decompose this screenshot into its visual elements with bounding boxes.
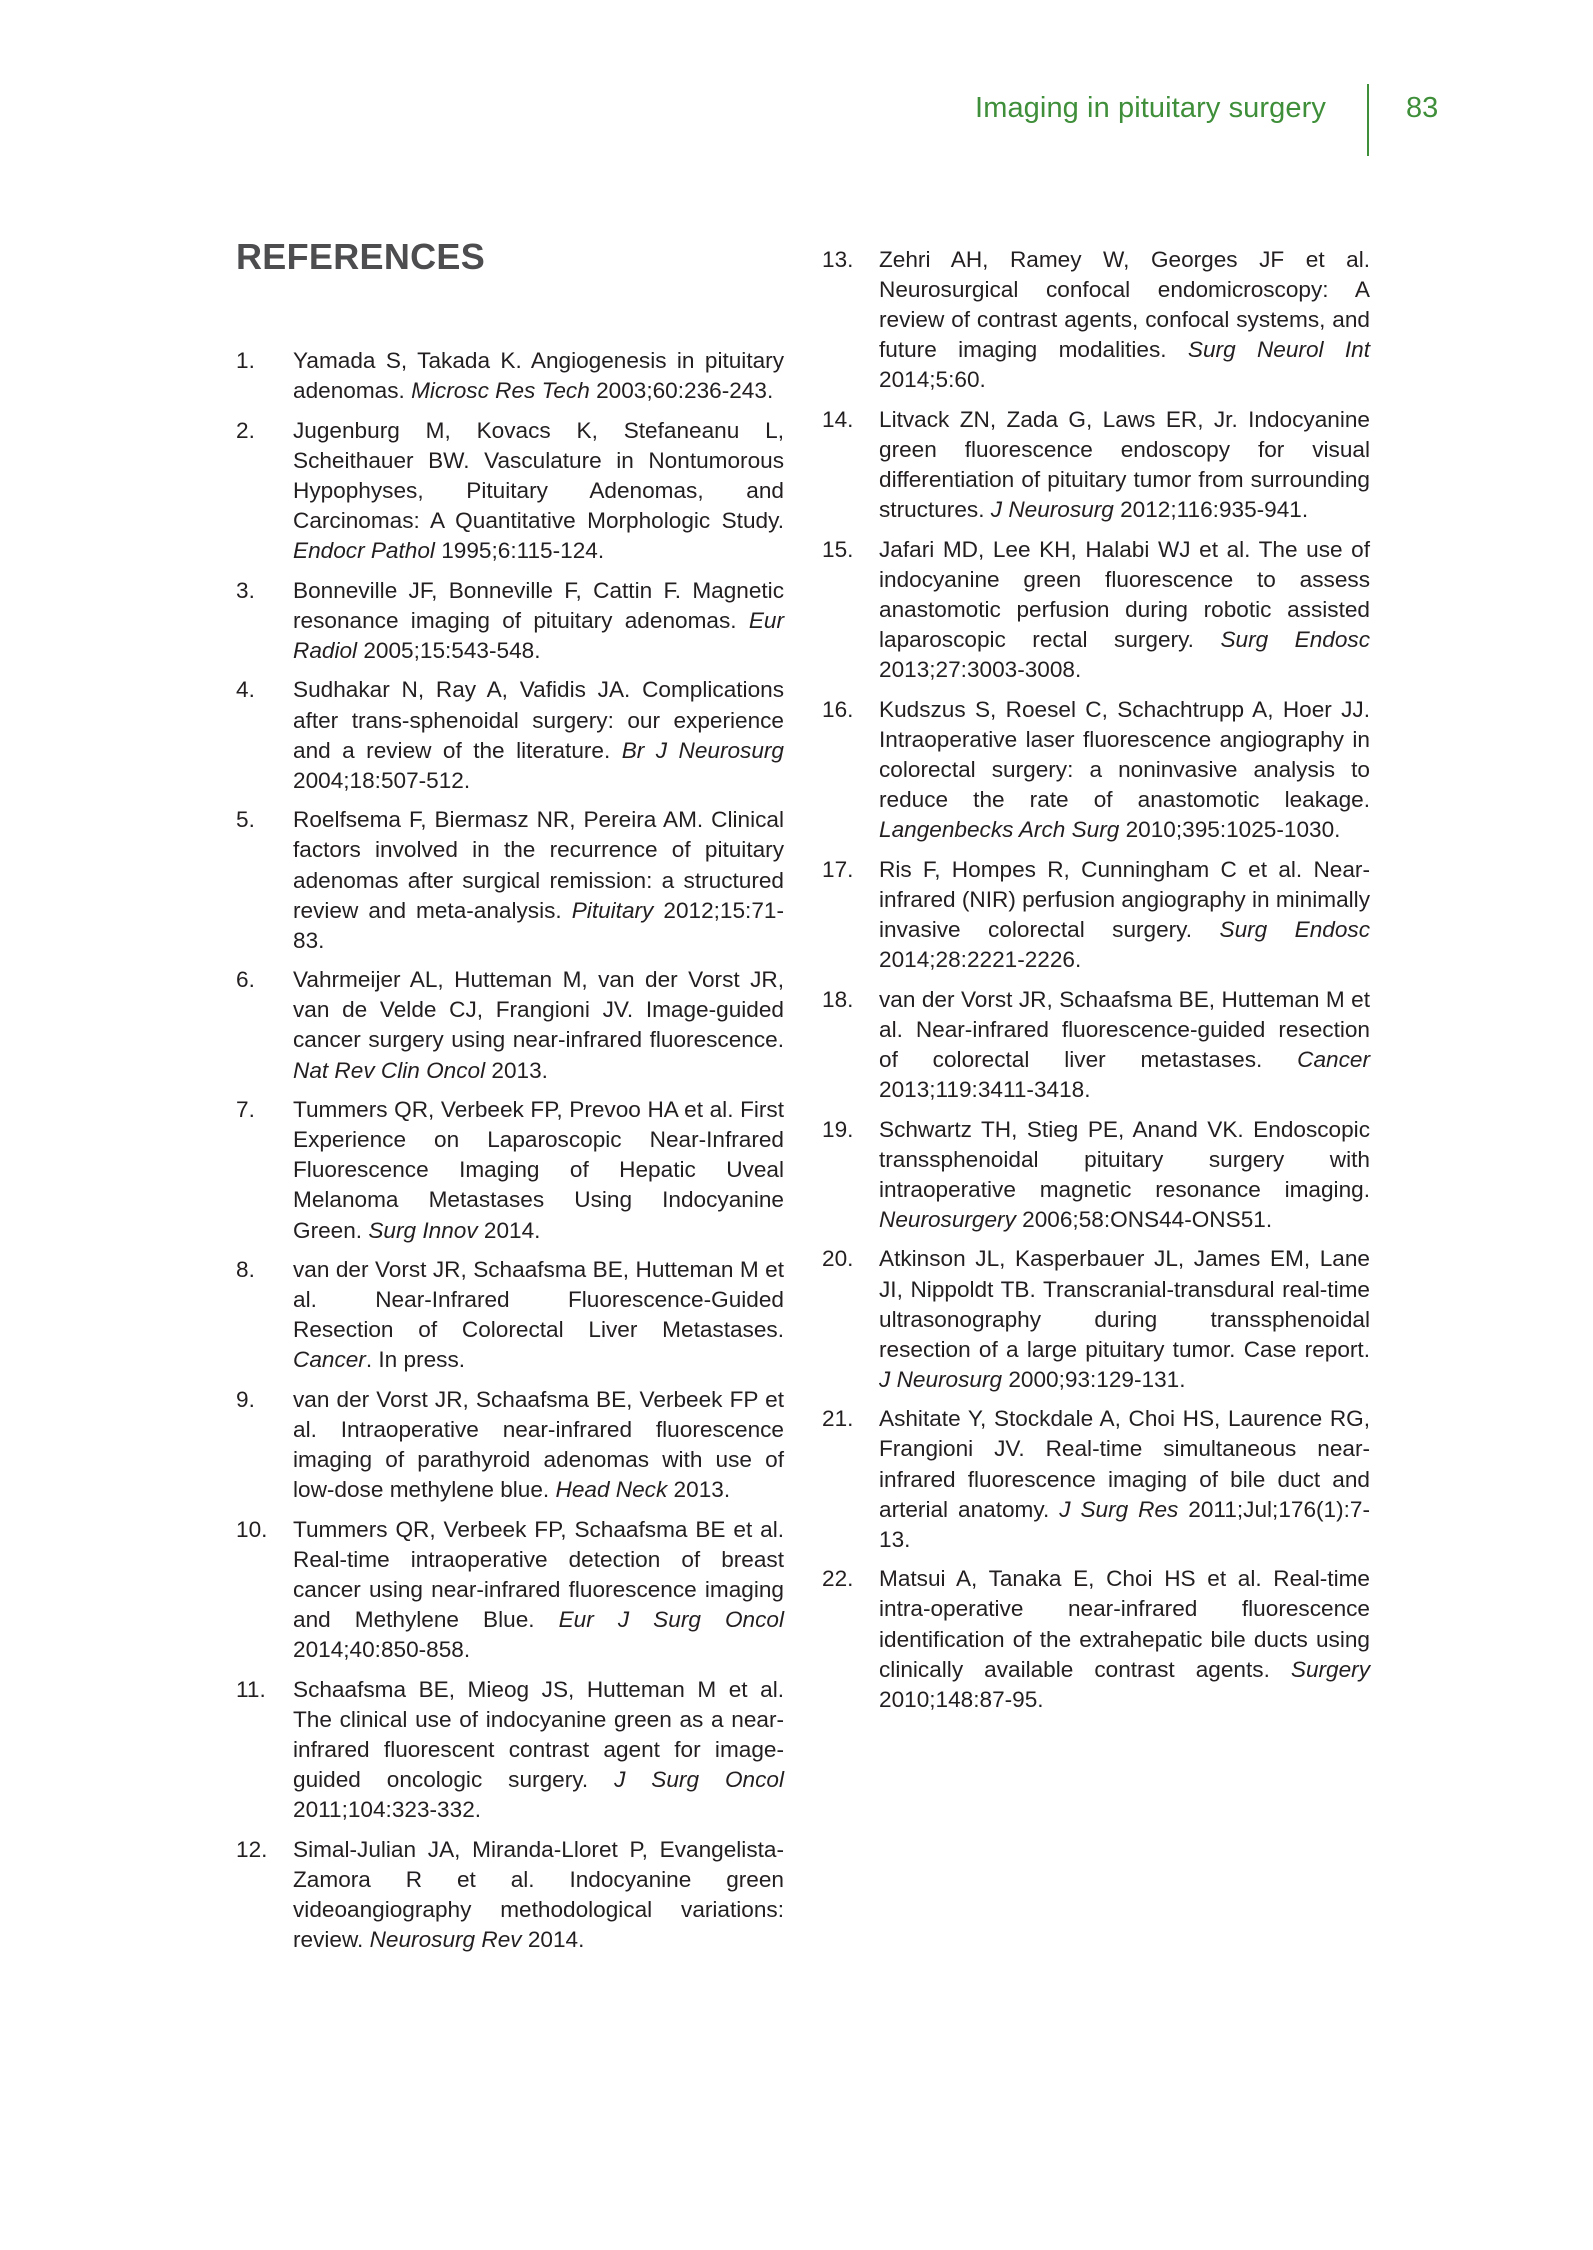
reference-journal: Surgery — [1290, 1656, 1370, 1682]
reference-journal: J Neurosurg — [990, 497, 1114, 523]
reference-number: 18. — [822, 986, 854, 1012]
reference-citation: 2011;104:323-332. — [293, 1797, 482, 1823]
reference-citation: 2004;18:507-512. — [293, 767, 471, 793]
reference-item — [822, 245, 1370, 395]
reference-journal: Head Neck — [555, 1477, 668, 1503]
reference-body: Tummers QR, Verbeek FP, Schaafsma BE et al. Real-time intraoperative detection of breast cancer using near-infrared fluorescence imaging and Methylene Blue. — [293, 1516, 784, 1633]
reference-journal: J Surg Oncol — [614, 1767, 784, 1793]
reference-citation: 2012;15:71-83. — [293, 897, 784, 953]
reference-number: 8. — [236, 1257, 255, 1283]
reference-body: Simal-Julian JA, Miranda-Lloret P, Evangelista-Zamora R et al. Indocyanine green videoangiography methodological variations: review. — [293, 1836, 784, 1953]
reference-number: 15. — [822, 536, 854, 562]
reference-text — [879, 245, 1370, 395]
reference-text — [293, 576, 784, 666]
reference-body: van der Vorst JR, Schaafsma BE, Hutteman M et al. Near-infrared fluorescence-guided resection of colorectal liver metastases. — [879, 986, 1370, 1072]
references-column-right — [822, 245, 1370, 1724]
reference-journal: Surg Innov — [368, 1217, 478, 1243]
reference-body: Matsui A, Tanaka E, Choi HS et al. Real-time intra-operative near-infrared fluorescence identification of the extrahepatic bile ducts using clinically available contrast agents. — [879, 1566, 1370, 1682]
reference-citation: 2010;148:87-95. — [879, 1686, 1044, 1712]
reference-number: 19. — [822, 1116, 854, 1142]
section-title: REFERENCES — [236, 236, 486, 277]
reference-number: 3. — [236, 577, 255, 603]
reference-text — [879, 535, 1370, 685]
reference-number: 20. — [822, 1246, 854, 1272]
reference-citation: 2010;395:1025-1030. — [1119, 817, 1341, 843]
reference-journal: Br J Neurosurg — [621, 737, 784, 763]
reference-journal: J Neurosurg — [879, 1366, 1003, 1392]
reference-journal: Langenbecks Arch Surg — [879, 817, 1120, 843]
reference-text — [293, 1515, 784, 1665]
reference-citation: 2006;58:ONS44-ONS51. — [1015, 1206, 1273, 1232]
reference-text — [879, 1564, 1370, 1714]
header-divider — [1367, 84, 1369, 156]
reference-item — [822, 405, 1370, 525]
reference-body: Sudhakar N, Ray A, Vafidis JA. Complications after trans-sphenoidal surgery: our experience and a review of the literature. — [293, 677, 784, 763]
reference-journal: J Surg Res — [1059, 1496, 1179, 1522]
reference-body: Tummers QR, Verbeek FP, Prevoo HA et al. First Experience on Laparoscopic Near-Infrared Fluorescence Imaging of Hepatic Uveal Melanoma Metastases Using Indocyanine Green. — [293, 1097, 784, 1243]
reference-body: Ashitate Y, Stockdale A, Choi HS, Laurence RG, Frangioni JV. Real-time simultaneous near-infrared fluorescence imaging of bile duct and arterial anatomy. — [879, 1406, 1370, 1522]
reference-citation: 2000;93:129-131. — [1002, 1366, 1186, 1392]
reference-citation: 2014. — [521, 1927, 585, 1953]
reference-journal: Surg Neurol Int — [1187, 337, 1370, 363]
reference-journal: Cancer — [293, 1347, 366, 1373]
reference-body: Roelfsema F, Biermasz NR, Pereira AM. Clinical factors involved in the recurrence of pituitary adenomas after surgical remission: a structured review and meta-analysis. — [293, 807, 784, 923]
reference-journal: Microsc Res Tech — [411, 378, 590, 404]
reference-text — [293, 1255, 784, 1375]
reference-item — [822, 1564, 1370, 1714]
reference-citation: 2013. — [485, 1057, 548, 1083]
reference-number: 9. — [236, 1387, 255, 1412]
reference-journal: Nat Rev Clin Oncol — [293, 1057, 486, 1083]
reference-number: 7. — [236, 1097, 255, 1123]
reference-text — [293, 416, 784, 566]
reference-journal: Neurosurgery — [879, 1206, 1016, 1232]
reference-journal: Eur J Surg Oncol — [558, 1607, 784, 1633]
reference-item — [822, 1244, 1370, 1394]
reference-number: 12. — [236, 1836, 268, 1862]
reference-text — [879, 1404, 1370, 1554]
reference-citation: 2014. — [477, 1217, 541, 1243]
reference-citation: . In press. — [365, 1347, 466, 1373]
reference-body: Zehri AH, Ramey W, Georges JF et al. Neurosurgical confocal endomicroscopy: A review of contrast agents, confocal systems, and future imaging modalities. — [879, 247, 1370, 363]
reference-text — [293, 1835, 784, 1955]
reference-item — [822, 1115, 1370, 1235]
reference-number: 21. — [822, 1406, 854, 1432]
reference-body: Vahrmeijer AL, Hutteman M, van der Vorst JR, van de Velde CJ, Frangioni JV. Image-guided cancer surgery using near-infrared fluorescence. — [293, 967, 784, 1053]
reference-citation: 2003;60:236-243. — [589, 378, 774, 404]
reference-item — [236, 1835, 784, 1955]
reference-body: van der Vorst JR, Schaafsma BE, Hutteman M et al. Near-Infrared Fluorescence-Guided Resection of Colorectal Liver Metastases. — [293, 1257, 784, 1343]
reference-citation: 2014;28:2221-2226. — [879, 947, 1082, 973]
reference-body: Jafari MD, Lee KH, Halabi WJ et al. The use of indocyanine green fluorescence to assess anastomotic perfusion during robotic assisted laparoscopic rectal surgery. — [879, 536, 1370, 653]
reference-item — [236, 346, 784, 406]
reference-text — [293, 965, 784, 1085]
reference-citation: 1995;6:115-124. — [434, 538, 605, 564]
reference-number: 16. — [822, 696, 854, 722]
reference-body: Jugenburg M, Kovacs K, Stefaneanu L, Scheithauer BW. Vasculature in Nontumorous Hypophyses, Pituitary Adenomas, and Carcinomas: A Quantitative Morphologic Study. — [293, 417, 784, 533]
running-title: Imaging in pituitary surgery — [975, 92, 1326, 124]
reference-text — [879, 855, 1370, 975]
reference-text — [879, 985, 1370, 1105]
reference-text — [879, 1244, 1370, 1394]
reference-item — [236, 1385, 784, 1505]
reference-number: 1. — [236, 348, 255, 373]
reference-text — [293, 1095, 784, 1245]
reference-journal: Eur Radiol — [293, 607, 784, 663]
reference-text — [879, 1115, 1370, 1235]
reference-body: Atkinson JL, Kasperbauer JL, James EM, Lane JI, Nippoldt TB. Transcranial-transdural real-time ultrasonography during transsphenoidal resection of a large pituitary tumor. Case report. — [879, 1246, 1370, 1362]
reference-body: Bonneville JF, Bonneville F, Cattin F. Magnetic resonance imaging of pituitary adenomas. — [293, 577, 784, 633]
reference-text — [293, 1675, 784, 1825]
reference-citation: 2014;5:60. — [879, 367, 986, 393]
reference-text — [879, 405, 1370, 525]
reference-body: Kudszus S, Roesel C, Schachtrupp A, Hoer JJ. Intraoperative laser fluorescence angiography in colorectal surgery: a noninvasive analysis to reduce the rate of anastomotic leakage. — [879, 696, 1370, 813]
reference-item — [236, 576, 784, 666]
references-column-left — [236, 346, 784, 1965]
reference-item — [236, 1515, 784, 1665]
reference-text — [293, 805, 784, 955]
reference-item — [236, 965, 784, 1085]
reference-citation: 2012;116:935-941. — [1113, 497, 1309, 523]
reference-journal: Neurosurg Rev — [369, 1927, 522, 1953]
reference-item — [236, 675, 784, 795]
reference-item — [822, 855, 1370, 975]
reference-body: Schwartz TH, Stieg PE, Anand VK. Endoscopic transsphenoidal pituitary surgery with intraoperative magnetic resonance imaging. — [879, 1116, 1370, 1202]
reference-number: 4. — [236, 677, 255, 703]
reference-number: 22. — [822, 1566, 854, 1592]
reference-journal: Surg Endosc — [1219, 916, 1370, 942]
reference-text — [293, 346, 784, 406]
reference-number: 14. — [822, 406, 854, 432]
reference-text — [879, 695, 1370, 845]
reference-journal: Cancer — [1297, 1046, 1370, 1072]
running-header — [960, 92, 1450, 156]
reference-item — [236, 1095, 784, 1245]
reference-item — [822, 535, 1370, 685]
reference-text — [293, 675, 784, 795]
reference-item — [236, 805, 784, 955]
reference-journal: Surg Endosc — [1220, 627, 1370, 653]
page-number: 83 — [1406, 92, 1439, 124]
reference-number: 6. — [236, 967, 255, 993]
reference-number: 2. — [236, 417, 255, 443]
reference-number: 5. — [236, 807, 255, 833]
reference-number: 13. — [822, 247, 854, 272]
reference-citation: 2014;40:850-858. — [293, 1637, 471, 1663]
reference-body: Yamada S, Takada K. Angiogenesis in pituitary adenomas. — [293, 348, 784, 404]
reference-item — [822, 1404, 1370, 1554]
reference-item — [822, 695, 1370, 845]
reference-journal: Pituitary — [571, 897, 654, 923]
reference-text — [293, 1385, 784, 1505]
reference-body: Litvack ZN, Zada G, Laws ER, Jr. Indocyanine green fluorescence endoscopy for visual differentiation of pituitary tumor from surrounding structures. — [879, 406, 1370, 523]
reference-journal: Endocr Pathol — [293, 538, 435, 564]
reference-citation: 2011;Jul;176(1):7-13. — [879, 1496, 1370, 1552]
reference-citation: 2013. — [667, 1477, 731, 1503]
reference-item — [236, 1675, 784, 1825]
reference-number: 17. — [822, 856, 854, 882]
reference-number: 11. — [236, 1676, 266, 1702]
reference-item — [822, 985, 1370, 1105]
reference-citation: 2005;15:543-548. — [357, 637, 541, 663]
reference-item — [236, 1255, 784, 1375]
reference-body: Ris F, Hompes R, Cunningham C et al. Near-infrared (NIR) perfusion angiography in minimally invasive colorectal surgery. — [879, 856, 1370, 942]
reference-citation: 2013;27:3003-3008. — [879, 657, 1082, 683]
reference-body: Schaafsma BE, Mieog JS, Hutteman M et al. The clinical use of indocyanine green as a near-infrared fluorescent contrast agent for image-guided oncologic surgery. — [293, 1676, 784, 1793]
reference-body: van der Vorst JR, Schaafsma BE, Verbeek FP et al. Intraoperative near-infrared fluorescence imaging of parathyroid adenomas with use of low-dose methylene blue. — [293, 1387, 784, 1503]
reference-number: 10. — [236, 1516, 268, 1542]
reference-item — [236, 416, 784, 566]
reference-citation: 2013;119:3411-3418. — [879, 1076, 1091, 1102]
